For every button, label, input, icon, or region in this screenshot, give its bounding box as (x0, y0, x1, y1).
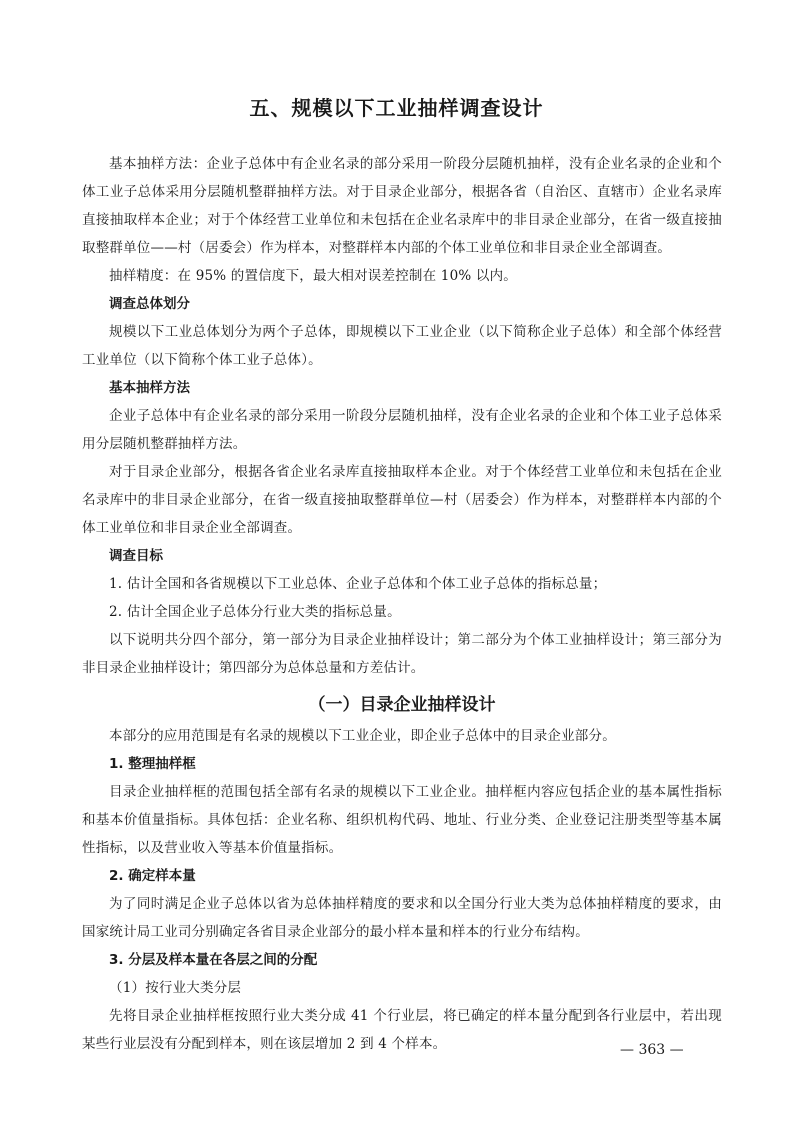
method-paragraph-1: 企业子总体中有企业名录的部分采用一阶段分层随机抽样，没有企业名录的企业和个体工业子总体采用分层随机整群抽样方法。 (82, 408, 722, 452)
precision-paragraph: 抽样精度：在 95% 的置信度下，最大相对误差控制在 10% 以内。 (109, 268, 517, 284)
page-number: — 363 — (620, 1042, 684, 1058)
page-title: 五、规模以下工业抽样调查设计 (249, 96, 544, 120)
section-intro-paragraph: 本部分的应用范围是有名录的规模以下工业企业，即企业子总体中的目录企业部分。 (109, 728, 616, 744)
population-paragraph: 规模以下工业总体划分为两个子总体，即规模以下工业企业（以下简称企业子总体）和全部个体经营工业单位（以下简称个体工业子总体）。 (82, 324, 722, 368)
frame-paragraph: 目录企业抽样框的范围包括全部有名录的规模以下工业企业。抽样框内容应包括企业的基本属性指标和基本价值量指标。具体包括：企业名称、组织机构代码、地址、行业分类、企业登记注册类型等基本属性指标，以及营业收入等基本价值量指标。 (82, 784, 722, 856)
strata-subheading: （1）按行业大类分层 (109, 980, 242, 996)
heading-frame: 1. 整理抽样框 (109, 756, 196, 772)
goal-item-2: 2. 估计全国企业子总体分行业大类的指标总量。 (109, 604, 401, 620)
heading-method: 基本抽样方法 (109, 380, 190, 396)
outline-paragraph: 以下说明共分四个部分，第一部分为目录企业抽样设计；第二部分为个体工业抽样设计；第三部分为非目录企业抽样设计；第四部分为总体总量和方差估计。 (82, 632, 722, 676)
heading-goal: 调查目标 (109, 548, 163, 564)
heading-strata: 3. 分层及样本量在各层之间的分配 (109, 952, 318, 968)
goal-item-1: 1. 估计全国和各省规模以下工业总体、企业子总体和个体工业子总体的指标总量； (109, 576, 607, 592)
intro-paragraph: 基本抽样方法：企业子总体中有企业名录的部分采用一阶段分层随机抽样，没有企业名录的企业和个体工业子总体采用分层随机整群抽样方法。对于目录企业部分，根据各省（自治区、直辖市）企业名录库直接抽取样本企业；对于个体经营工业单位和未包括在企业名录库中的非目录企业部分，在省一级直接抽取整群单位——村（居委会）作为样本，对整群样本内部的个体工业单位和非目录企业全部调查。 (82, 156, 722, 256)
heading-population: 调查总体划分 (109, 296, 190, 312)
strata-paragraph: 先将目录企业抽样框按照行业大类分成 41 个行业层，将已确定的样本量分配到各行业层中，若出现某些行业层没有分配到样本，则在该层增加 2 到 4 个样本。 (82, 1008, 722, 1052)
method-paragraph-2: 对于目录企业部分，根据各省企业名录库直接抽取样本企业。对于个体经营工业单位和未包括在企业名录库中的非目录企业部分，在省一级直接抽取整群单位—村（居委会）作为样本，对整群样本内部的个体工业单位和非目录企业全部调查。 (82, 464, 722, 536)
document-body (82, 150, 722, 1058)
section-title: （一）目录企业抽样设计 (308, 695, 496, 715)
heading-sample-size: 2. 确定样本量 (109, 868, 196, 884)
sample-size-paragraph: 为了同时满足企业子总体以省为总体抽样精度的要求和以全国分行业大类为总体抽样精度的要求，由国家统计局工业司分别确定各省目录企业部分的最小样本量和样本的行业分布结构。 (82, 896, 722, 940)
